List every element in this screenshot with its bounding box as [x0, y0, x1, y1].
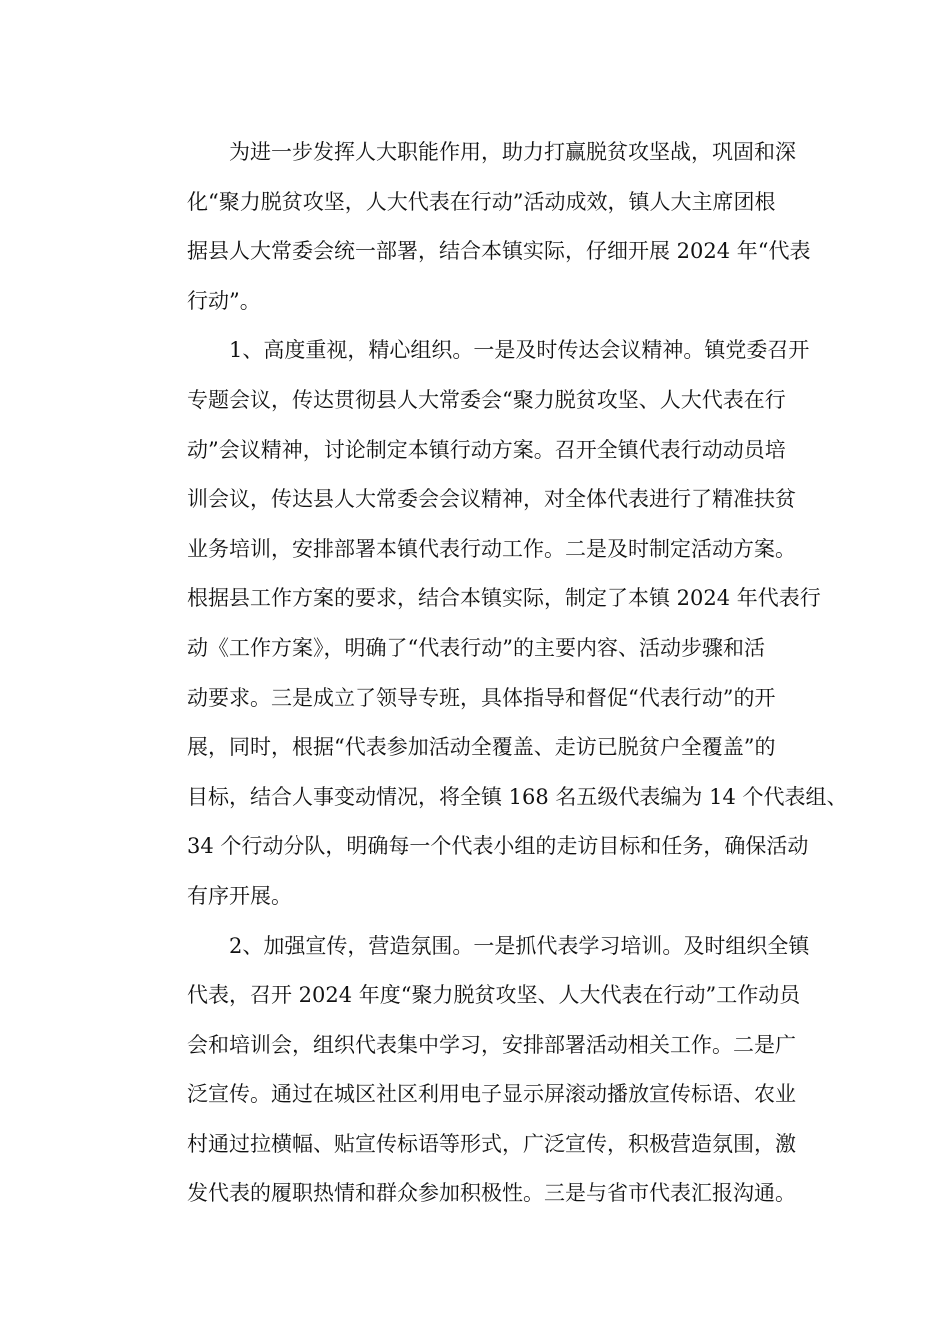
text-line: 目标，结合人事变动情况，将全镇 168 名五级代表编为 14 个代表组、 [187, 784, 848, 809]
text-line: 化“聚力脱贫攻坚，人大代表在行动”活动成效，镇人大主席团根 [187, 189, 776, 214]
text-line: 动《工作方案》，明确了“代表行动”的主要内容、活动步骤和活 [187, 635, 765, 660]
text-line: 训会议，传达县人大常委会会议精神，对全体代表进行了精准扶贫 [187, 487, 796, 512]
paragraph-intro [145, 128, 817, 326]
paragraph-organization [145, 326, 848, 921]
text-line: 专题会议，传达贯彻县人大常委会“聚力脱贫攻坚、人大代表在行 [187, 387, 786, 412]
text-line: 有序开展。 [187, 883, 292, 908]
text-line: 展，同时，根据“代表参加活动全覆盖、走访已脱贫户全覆盖”的 [187, 735, 776, 760]
text-line: 会和培训会，组织代表集中学习，安排部署活动相关工作。二是广 [187, 1032, 796, 1057]
text-line: 1、高度重视，精心组织。一是及时传达会议精神。镇党委召开 [229, 338, 810, 363]
text-line: 泛宣传。通过在城区社区利用电子显示屏滚动播放宣传标语、农业 [187, 1082, 796, 1107]
document-body [145, 128, 848, 1219]
text-line: 业务培训，安排部署本镇代表行动工作。二是及时制定活动方案。 [187, 536, 796, 561]
text-line: 发代表的履职热情和群众参加积极性。三是与省市代表汇报沟通。 [187, 1181, 796, 1206]
text-line: 村通过拉横幅、贴宣传标语等形式，广泛宣传，积极营造氛围，激 [187, 1131, 796, 1156]
paragraph-publicity [145, 922, 817, 1220]
text-line: 行动”。 [187, 288, 261, 313]
text-line: 动要求。三是成立了领导专班，具体指导和督促“代表行动”的开 [187, 685, 776, 710]
text-line: 代表，召开 2024 年度“聚力脱贫攻坚、人大代表在行动”工作动员 [187, 983, 801, 1008]
text-line: 2、加强宣传，营造氛围。一是抓代表学习培训。及时组织全镇 [229, 933, 810, 958]
text-line: 据县人大常委会统一部署，结合本镇实际，仔细开展 2024 年“代表 [187, 239, 811, 264]
text-line: 根据县工作方案的要求，结合本镇实际，制定了本镇 2024 年代表行 [187, 586, 821, 611]
text-line: 动”会议精神，讨论制定本镇行动方案。召开全镇代表行动动员培 [187, 437, 786, 462]
text-line: 为进一步发挥人大职能作用，助力打赢脱贫攻坚战，巩固和深 [229, 140, 796, 164]
text-line: 34 个行动分队，明确每一个代表小组的走访目标和任务，确保活动 [187, 834, 809, 859]
